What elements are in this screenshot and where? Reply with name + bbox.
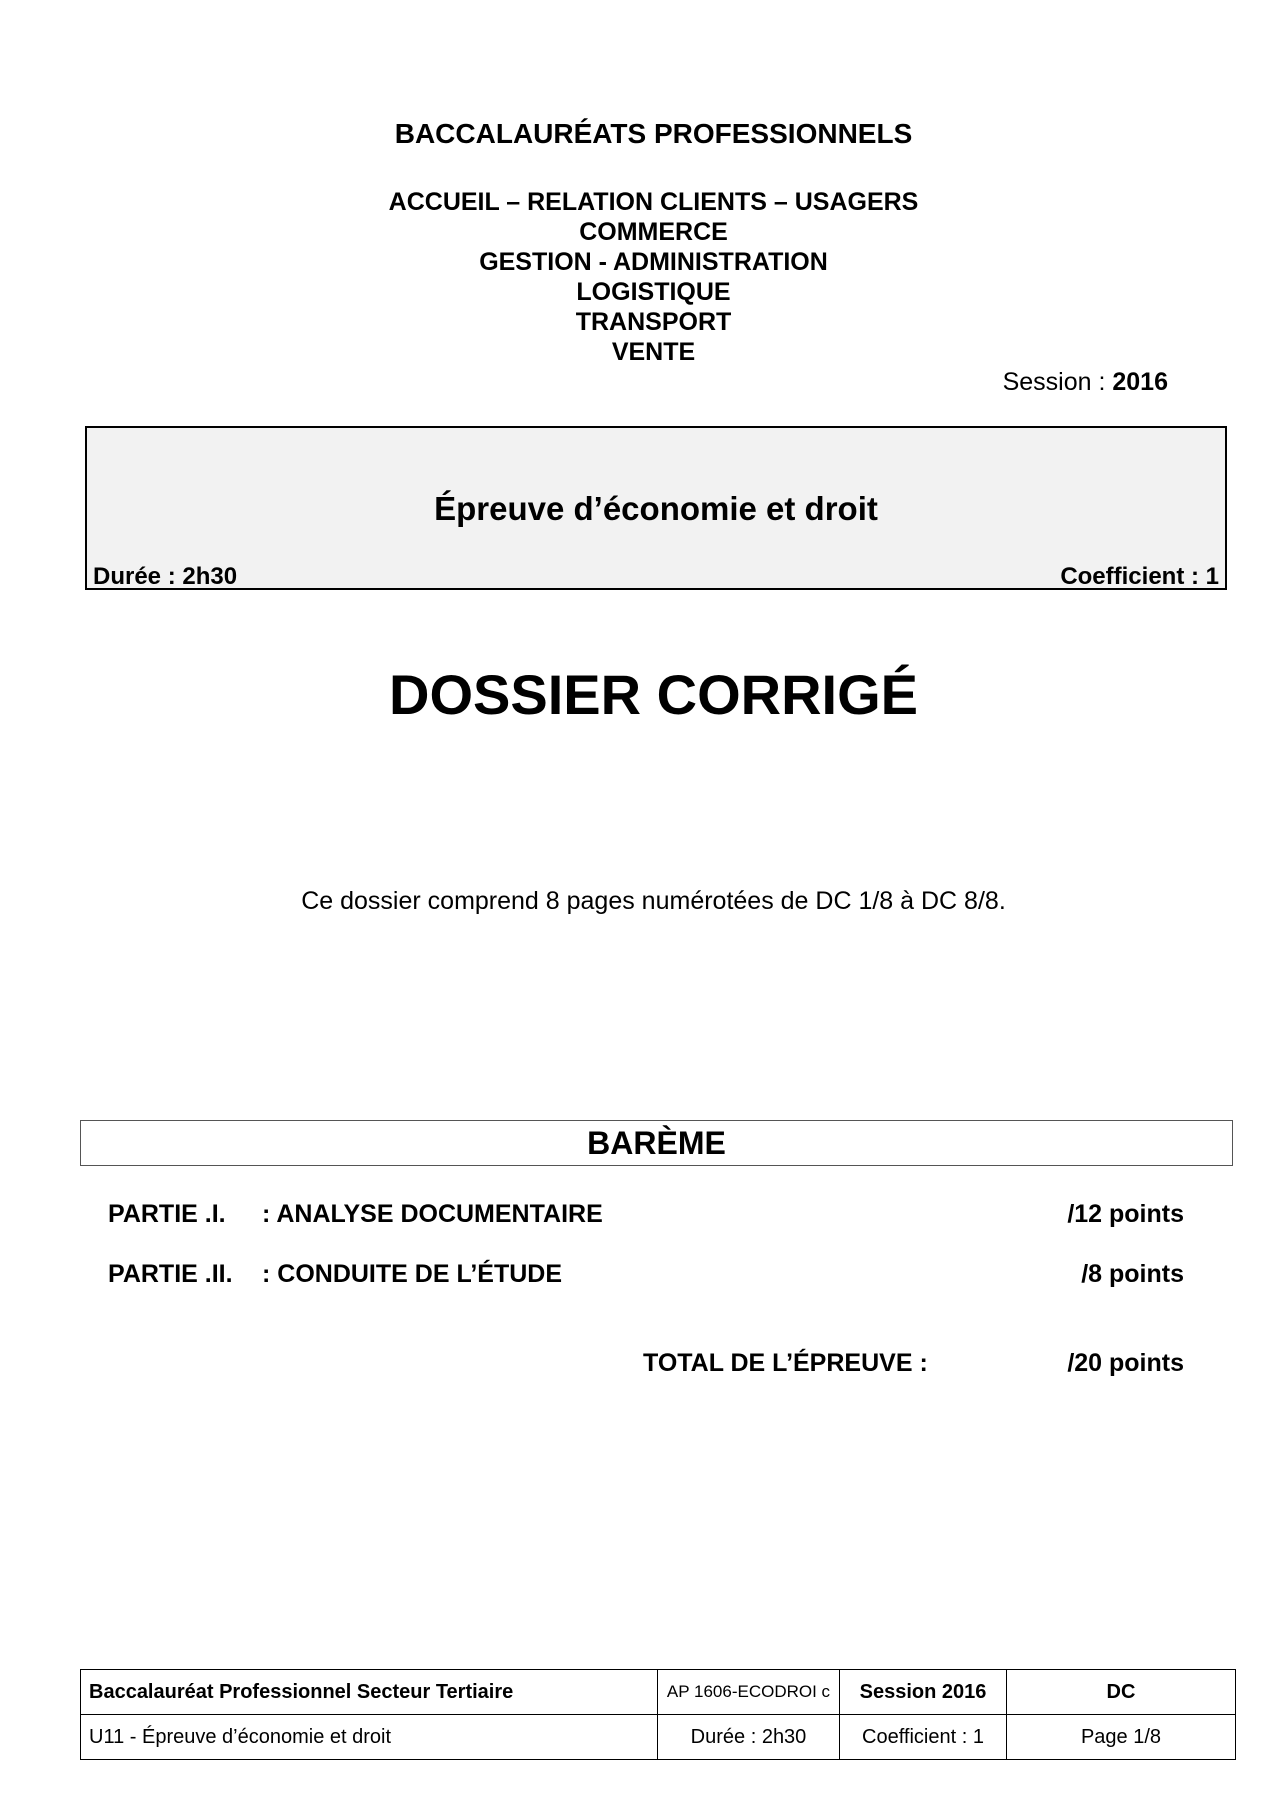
programme-item: VENTE (611, 338, 696, 366)
exam-coefficient: Coefficient : 1 (1060, 563, 1219, 590)
session-label: Session : (1002, 368, 1113, 396)
total-label: TOTAL DE L’ÉPREUVE : (643, 1349, 928, 1377)
part-points: /8 points (1081, 1260, 1184, 1288)
dossier-title: DOSSIER CORRIGÉ (389, 663, 918, 726)
part-label: PARTIE .II. (108, 1260, 233, 1288)
part-points: /12 points (1067, 1200, 1184, 1228)
part-label: PARTIE .I. (108, 1200, 226, 1228)
programme-list (0, 187, 1280, 367)
bareme-title: BARÈME (587, 1125, 726, 1161)
main-title: BACCALAURÉATS PROFESSIONNELS (394, 118, 913, 149)
total-points: /20 points (1067, 1349, 1184, 1377)
footer-row (81, 1670, 1236, 1715)
programme-item: TRANSPORT (575, 308, 732, 336)
footer-cell: Baccalauréat Professionnel Secteur Tertiaire (81, 1670, 658, 1715)
footer-cell: U11 - Épreuve d’économie et droit (81, 1715, 658, 1760)
pages-note: Ce dossier comprend 8 pages numérotées de DC 1/8 à DC 8/8. (301, 887, 1006, 915)
footer-cell: Page 1/8 (1007, 1715, 1236, 1760)
exam-duration: Durée : 2h30 (93, 563, 238, 590)
part-name: : ANALYSE DOCUMENTAIRE (262, 1200, 603, 1228)
programme-item: GESTION - ADMINISTRATION (479, 248, 828, 276)
exam-box (85, 426, 1227, 590)
bareme-header (80, 1120, 1233, 1166)
footer-cell: Session 2016 (840, 1670, 1007, 1715)
session-line (1003, 368, 1168, 397)
footer-cell: Coefficient : 1 (840, 1715, 1007, 1760)
programme-item: ACCUEIL – RELATION CLIENTS – USAGERS (388, 188, 919, 216)
footer-cell: Durée : 2h30 (658, 1715, 840, 1760)
exam-title: Épreuve d’économie et droit (434, 490, 878, 527)
programme-item: COMMERCE (579, 218, 728, 246)
footer-cell: DC (1007, 1670, 1236, 1715)
session-year: 2016 (1112, 368, 1168, 396)
footer-row (81, 1715, 1236, 1760)
footer-cell: AP 1606-ECODROI c (658, 1670, 840, 1715)
footer-table (80, 1669, 1236, 1760)
programme-item: LOGISTIQUE (576, 278, 731, 306)
part-name: : CONDUITE DE L’ÉTUDE (262, 1260, 563, 1288)
